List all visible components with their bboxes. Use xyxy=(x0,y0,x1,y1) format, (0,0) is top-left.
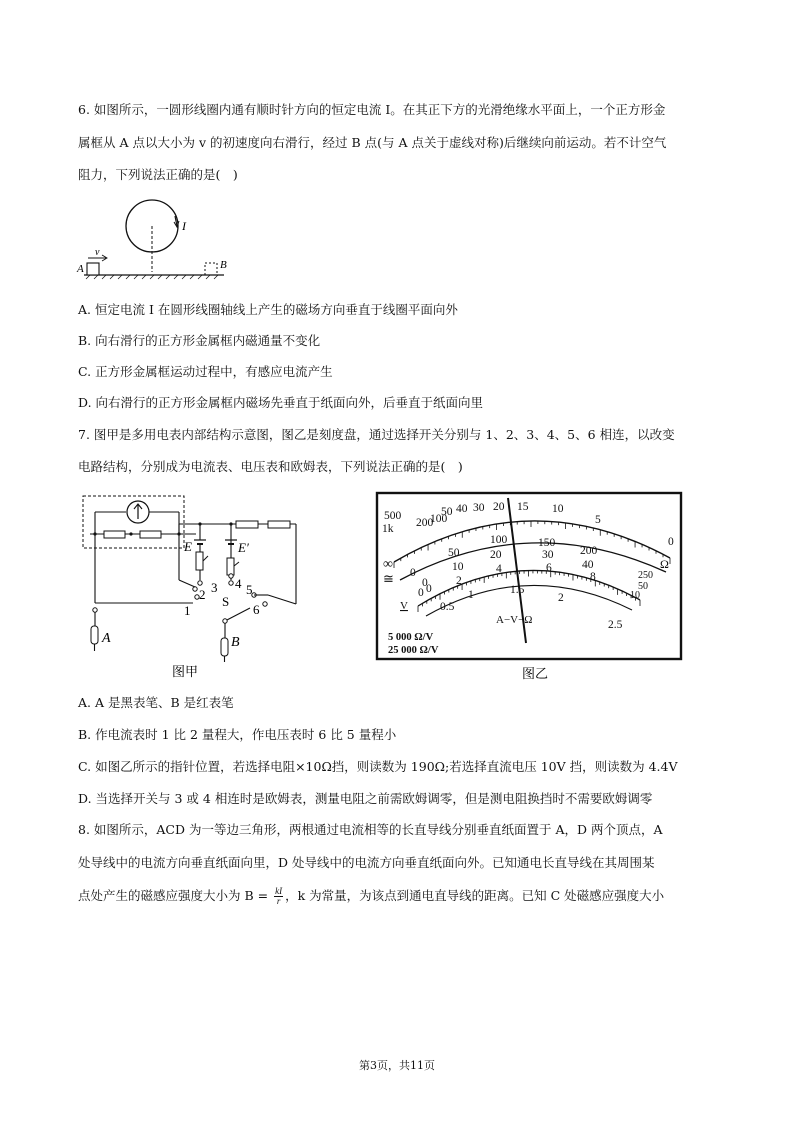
svg-text:20: 20 xyxy=(493,501,505,513)
svg-text:10: 10 xyxy=(452,561,464,573)
svg-text:≅: ≅ xyxy=(383,571,394,586)
q6-frame-at-B xyxy=(205,263,217,275)
svg-text:1.5: 1.5 xyxy=(510,584,525,596)
svg-text:0: 0 xyxy=(410,567,416,579)
rheostat-icon xyxy=(196,552,203,570)
q6-fig-label-B: B xyxy=(220,259,227,271)
q6-figure xyxy=(74,196,244,282)
rheostat-icon xyxy=(227,558,234,575)
figure-b-caption: 图乙 xyxy=(522,666,549,681)
svg-text:500: 500 xyxy=(384,510,402,522)
q6-option-c: C. 正方形金属框运动过程中，有感应电流产生 xyxy=(78,364,333,379)
svg-text:0.5: 0.5 xyxy=(440,601,455,613)
svg-text:50: 50 xyxy=(441,506,453,518)
selector-switch-S-label: S xyxy=(222,594,230,609)
test-lead-B xyxy=(221,638,228,656)
q8-stem-line-3 xyxy=(78,887,728,906)
q8-stem-line-1: 8. 如图所示，ACD 为一等边三角形，两根通过电流相等的长直导线分别垂直纸面置于 A，D 两个顶点，A xyxy=(78,822,663,837)
q6-option-a: A. 恒定电流 I 在圆形线圈轴线上产生的磁场方向垂直于线圈平面向外 xyxy=(78,302,458,317)
svg-text:8: 8 xyxy=(590,571,596,583)
svg-text:100: 100 xyxy=(430,513,448,525)
switch-terminal-6: 6 xyxy=(253,602,260,617)
q6-fig-label-v: v xyxy=(95,247,100,258)
switch-terminal-2: 2 xyxy=(199,587,206,602)
q6-frame-at-A xyxy=(87,263,99,275)
svg-text:6: 6 xyxy=(546,562,552,574)
svg-text:30: 30 xyxy=(542,549,554,561)
resistor-icon xyxy=(236,521,258,528)
svg-text:0: 0 xyxy=(422,577,428,589)
resistor-icon xyxy=(140,531,161,538)
page-footer: 第3页，共11页 xyxy=(359,1059,435,1072)
svg-text:25 000 Ω/V: 25 000 Ω/V xyxy=(388,645,439,656)
fraction-numerator: kI xyxy=(275,886,283,896)
q6-stem-line-2: 属框从 A 点以大小为 v 的初速度向右滑行，经过 B 点(与 A 点关于虚线对称)后继续向前运动。若不计空气 xyxy=(78,135,667,150)
q7-stem-line-1: 7. 图甲是多用电表内部结构示意图，图乙是刻度盘，通过选择开关分别与 1、2、3、4、5、6 相连，以改变 xyxy=(78,427,675,442)
q8-stem-line-3-part-b: ，k 为常量，为该点到通电直导线的距离。已知 C 处磁感应强度大小 xyxy=(285,888,665,903)
formula-fraction xyxy=(274,887,283,906)
svg-text:V: V xyxy=(400,600,408,612)
q8-stem-line-3-part-a: 点处产生的磁感应强度大小为 B = xyxy=(78,888,273,903)
svg-text:30: 30 xyxy=(473,502,485,514)
q7-stem-line-2: 电路结构，分别成为电流表、电压表和欧姆表，下列说法正确的是( ) xyxy=(78,459,463,474)
q6-fig-label-I: I xyxy=(182,219,186,233)
svg-text:50: 50 xyxy=(638,581,648,592)
battery-E-label: E xyxy=(184,539,192,554)
svg-text:15: 15 xyxy=(517,501,529,513)
q7-option-b: B. 作电流表时 1 比 2 量程大，作电压表时 6 比 5 量程小 xyxy=(78,727,397,742)
svg-text:10: 10 xyxy=(552,503,564,515)
q6-stem-line-3: 阻力，下列说法正确的是( ) xyxy=(78,167,238,182)
svg-text:40: 40 xyxy=(456,503,468,515)
svg-text:20: 20 xyxy=(490,549,502,561)
resistor-icon xyxy=(104,531,125,538)
svg-text:150: 150 xyxy=(538,537,556,549)
q7-option-d: D. 当选择开关与 3 或 4 相连时是欧姆表，测量电阻之前需欧姆调零，但是测电阻换挡时不需要欧姆调零 xyxy=(78,791,653,806)
battery-E-prime-label: E′ xyxy=(238,540,249,555)
svg-text:10: 10 xyxy=(630,590,640,601)
switch-terminal-1: 1 xyxy=(184,603,191,618)
q8-stem-line-2: 处导线中的电流方向垂直纸面向里，D 处导线中的电流方向垂直纸面向外。已知通电长直导线在其周围某 xyxy=(78,855,655,870)
q6-fig-label-A: A xyxy=(77,263,84,275)
svg-text:5: 5 xyxy=(595,514,601,526)
switch-terminal-5: 5 xyxy=(246,582,253,597)
q7-option-c: C. 如图乙所示的指针位置，若选择电阻×10Ω挡，则读数为 190Ω;若选择直流电压 10V 挡，则读数为 4.4V xyxy=(78,759,678,774)
q7-figure-a-circuit xyxy=(78,488,308,684)
svg-text:5 000 Ω/V: 5 000 Ω/V xyxy=(388,632,434,643)
svg-text:2: 2 xyxy=(456,575,462,587)
svg-text:50: 50 xyxy=(448,547,460,559)
svg-text:1k: 1k xyxy=(382,523,394,535)
svg-text:40: 40 xyxy=(582,559,594,571)
fraction-denominator: r xyxy=(276,896,281,906)
switch-terminal-3: 3 xyxy=(211,580,218,595)
q6-option-d: D. 向右滑行的正方形金属框内磁场先垂直于纸面向外，后垂直于纸面向里 xyxy=(78,395,484,410)
svg-text:0: 0 xyxy=(668,536,674,548)
svg-text:4: 4 xyxy=(496,563,502,575)
svg-text:200: 200 xyxy=(416,517,434,529)
svg-text:1: 1 xyxy=(468,589,474,601)
test-lead-A xyxy=(91,626,98,644)
svg-text:∞: ∞ xyxy=(383,557,393,572)
svg-text:Ω: Ω xyxy=(660,557,669,571)
q6-option-b: B. 向右滑行的正方形金属框内磁通量不变化 xyxy=(78,333,321,348)
svg-text:0: 0 xyxy=(418,587,424,599)
q7-option-a: A. A 是黑表笔、B 是红表笔 xyxy=(78,695,234,710)
svg-text:100: 100 xyxy=(490,534,508,546)
lead-A-label: A xyxy=(102,631,111,646)
switch-terminal-4: 4 xyxy=(235,576,242,591)
svg-text:0: 0 xyxy=(426,583,432,595)
q6-stem-line-1: 6. 如图所示，一圆形线圈内通有顺时针方向的恒定电流 I。在其正下方的光滑绝缘水平面上，一个正方形金 xyxy=(78,102,666,117)
svg-text:2: 2 xyxy=(558,592,564,604)
resistor-icon xyxy=(268,521,290,528)
svg-text:A−V−Ω: A−V−Ω xyxy=(496,614,533,626)
svg-text:200: 200 xyxy=(580,545,598,557)
q7-figure-b-meter-dial xyxy=(370,488,692,684)
svg-text:250: 250 xyxy=(638,570,653,581)
svg-text:2.5: 2.5 xyxy=(608,619,623,631)
lead-B-label: B xyxy=(231,635,240,650)
figure-a-caption: 图甲 xyxy=(172,664,199,679)
